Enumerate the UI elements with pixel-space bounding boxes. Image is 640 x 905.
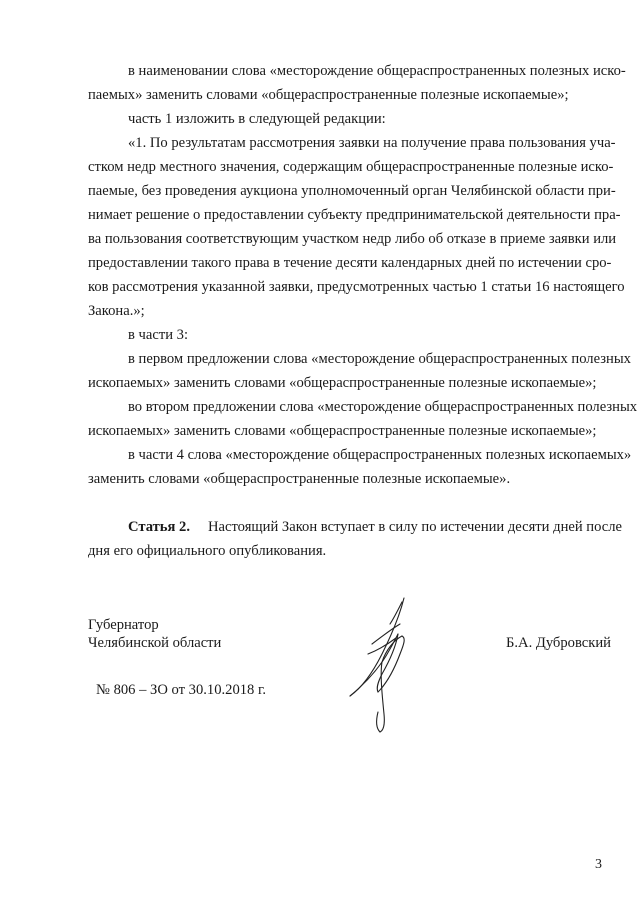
- law-number: № 806 – ЗО от 30.10.2018 г.: [96, 682, 266, 698]
- body-line-6: паемые, без проведения аукциона уполномоченный орган Челябинской области при-: [88, 183, 616, 199]
- body-line-15: во втором предложении слова «месторождение общераспространенных полезных: [128, 399, 638, 415]
- body-line-4: «1. По результатам рассмотрения заявки на получение права пользования уча-: [128, 135, 616, 151]
- body-line-10: ков рассмотрения указанной заявки, предусмотренных частью 1 статьи 16 настоящего: [88, 279, 625, 295]
- signer-position-line-1: Губернатор: [88, 617, 159, 633]
- article-text-line-1: Настоящий Закон вступает в силу по истечении десяти дней после: [208, 519, 623, 535]
- body-line-7: нимает решение о предоставлении субъекту предпринимательской деятельности пра-: [88, 207, 621, 223]
- article-text-line-2: дня его официального опубликования.: [88, 543, 327, 559]
- body-line-16: ископаемых» заменить словами «общераспространенные полезные ископаемые»;: [88, 423, 597, 439]
- body-line-12: в части 3:: [128, 327, 189, 343]
- body-line-11: Закона.»;: [88, 303, 145, 319]
- body-line-8: ва пользования соответствующим участком недр либо об отказе в приеме заявки или: [88, 231, 617, 247]
- article-label: Статья 2.: [128, 519, 190, 535]
- article-2: [128, 518, 623, 536]
- body-line-9: предоставлении такого права в течение десяти календарных дней по истечении сро-: [88, 255, 612, 271]
- body-line-17: в части 4 слова «месторождение общераспространенных полезных ископаемых»: [128, 447, 632, 463]
- body-line-14: ископаемых» заменить словами «общераспространенные полезные ископаемые»;: [88, 375, 597, 391]
- body-line-13: в первом предложении слова «месторождение общераспространенных полезных: [128, 351, 631, 367]
- body-line-1: в наименовании слова «месторождение общераспространенных полезных иско-: [128, 63, 626, 79]
- body-line-2: паемых» заменить словами «общераспространенные полезные ископаемые»;: [88, 87, 569, 103]
- page-number: 3: [595, 857, 602, 872]
- handwritten-signature: [342, 594, 418, 734]
- signer-name: Б.А. Дубровский: [506, 635, 611, 651]
- signer-position-line-2: Челябинской области: [88, 635, 222, 651]
- body-line-3: часть 1 изложить в следующей редакции:: [128, 111, 386, 127]
- body-line-18: заменить словами «общераспространенные полезные ископаемые».: [88, 471, 511, 487]
- body-line-5: стком недр местного значения, содержащим общераспространенные полезные иско-: [88, 159, 614, 175]
